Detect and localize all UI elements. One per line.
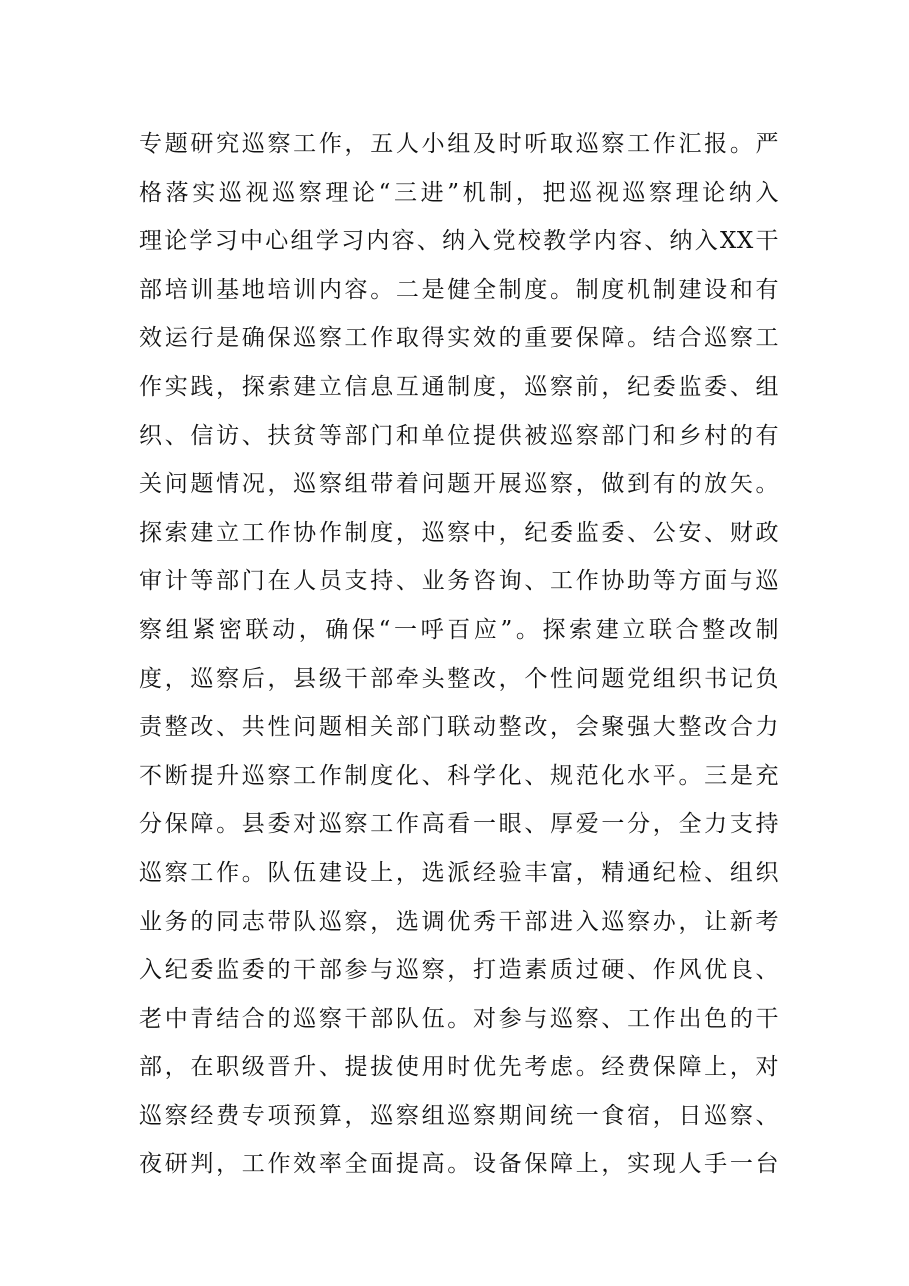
text-line: 度，巡察后，县级干部牵头整改，个性问题党组织书记负 [139, 665, 779, 692]
text-line: 入纪委监委的干部参与巡察，打造素质过硬、作风优良、 [139, 957, 779, 984]
text-line: 织、信访、扶贫等部门和单位提供被巡察部门和乡村的有 [139, 422, 779, 449]
text-line: 理论学习中心组学习内容、纳入党校教学内容、纳入XX干 [139, 228, 779, 255]
text-line: 效运行是确保巡察工作取得实效的重要保障。结合巡察工 [139, 325, 779, 352]
text-line: 老中青结合的巡察干部队伍。对参与巡察、工作出色的干 [139, 1005, 779, 1032]
body-text [139, 120, 779, 1189]
text-line: 专题研究巡察工作，五人小组及时听取巡察工作汇报。严 [139, 131, 779, 157]
text-line: 不断提升巡察工作制度化、科学化、规范化水平。三是充 [139, 762, 779, 789]
text-line: 分保障。县委对巡察工作高看一眼、厚爱一分，全力支持 [139, 811, 779, 838]
text-line: 巡察经费专项预算，巡察组巡察期间统一食宿，日巡察、 [139, 1102, 779, 1129]
text-line: 审计等部门在人员支持、业务咨询、工作协助等方面与巡 [139, 568, 779, 595]
text-line: 关问题情况，巡察组带着问题开展巡察，做到有的放矢。 [139, 471, 779, 498]
text-line: 夜研判，工作效率全面提高。设备保障上，实现人手一台 [139, 1151, 779, 1178]
text-line: 责整改、共性问题相关部门联动整改，会聚强大整改合力 [139, 714, 779, 741]
text-line: 巡察工作。队伍建设上，选派经验丰富，精通纪检、组织 [139, 859, 779, 886]
text-line: 格落实巡视巡察理论“三进”机制，把巡视巡察理论纳入 [139, 179, 779, 206]
text-line: 探索建立工作协作制度，巡察中，纪委监委、公安、财政 [139, 519, 779, 546]
text-line: 部培训基地培训内容。二是健全制度。制度机制建设和有 [139, 276, 779, 303]
text-line: 察组紧密联动，确保“一呼百应”。探索建立联合整改制 [139, 616, 779, 643]
text-line: 部，在职级晋升、提拔使用时优先考虑。经费保障上，对 [139, 1054, 779, 1081]
text-line: 作实践，探索建立信息互通制度，巡察前，纪委监委、组 [139, 373, 779, 400]
text-line: 业务的同志带队巡察，选调优秀干部进入巡察办，让新考 [139, 908, 779, 935]
